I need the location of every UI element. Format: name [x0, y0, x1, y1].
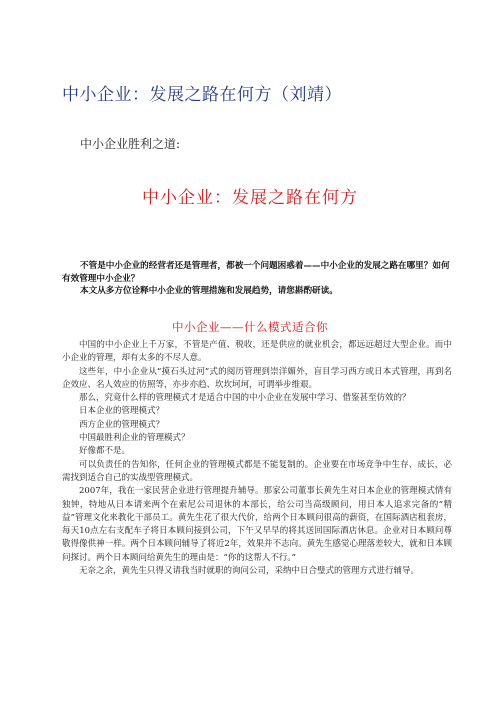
section-title: 中小企业——什么模式适合你 — [172, 320, 328, 334]
body-paragraph: 无奈之余，黄先生只得又请我当时就职的询问公司，采纳中日合璧式的管理方式进行辅导。 — [79, 566, 420, 577]
body-paragraph: 中国最胜利企业的管理模式？ — [79, 433, 190, 444]
body-paragraph: 西方企业的管理模式？ — [79, 419, 165, 430]
document-subtitle: 中小企业胜利之道: — [80, 137, 181, 151]
document-title: 中小企业：发展之路在何方（刘靖） — [62, 85, 342, 105]
body-paragraph: 好像都不是。 — [79, 446, 131, 457]
body-paragraph: 这些年，中小企业从“摸石头过河”式的阅历管理到崇洋媚外，盲目学习西方或日本式管理，再到名企效应、名人效应的仿照等，亦步亦趋、坎坎坷坷，可谓举步维艰。 — [62, 366, 452, 390]
body-paragraph: 可以负责任的告知你，任何企业的管理模式都是不能复制的。企业要在市场竞争中生存、成长，必需找到适合自己的实战型管理模式。 — [62, 459, 452, 483]
intro-block — [62, 260, 457, 298]
intro-paragraph: 本文从多方位诠释中小企业的管理措施和发展趋势，请您斟酌研读。 — [80, 286, 338, 296]
body-paragraph: 2007年，我在一家民营企业进行管理提升辅导。那家公司董事长黄先生对日本企业的管理模式情有独钟，特地从日本请来两个在索尼公司退休的本部长，给公司当高级顾问，用日本人追求完备的“精益”管理文化来教化干部员工。黄先生花了很大代价，给两个日本顾问很高的薪资，在国际酒店租套房，每天10点左右支配车子将日本顾问接到公司，下午又早早的将其送回国际酒店休息。企业对日本顾问尊敬得像供神一样。两个日本顾问辅导了将近2年，效果并不志向。黄先生感觉心理落差较大，就和日本顾问探讨。两个日本顾问给黄先生的理由是：“你的这帮人不行。” — [62, 486, 452, 563]
body-paragraph: 中国的中小企业上千万家，不管是产值、税收，还是供应的就业机会，都远远超过大型企业。而中小企业的管理，却有太多的不尽人意。 — [62, 340, 452, 364]
body-text — [62, 339, 452, 578]
body-paragraph: 那么，究竟什么样的管理模式才是适合中国的中小企业在发展中学习、借鉴甚至仿效的？ — [79, 393, 411, 404]
intro-paragraph: 不管是中小企业的经营者还是管理者，都被一个问题困惑着——中小企业的发展之路在哪里？如何有效管理中小企业？ — [62, 261, 450, 284]
body-paragraph: 日本企业的管理模式？ — [79, 406, 165, 417]
headline-title: 中小企业：发展之路在何方 — [142, 188, 358, 208]
